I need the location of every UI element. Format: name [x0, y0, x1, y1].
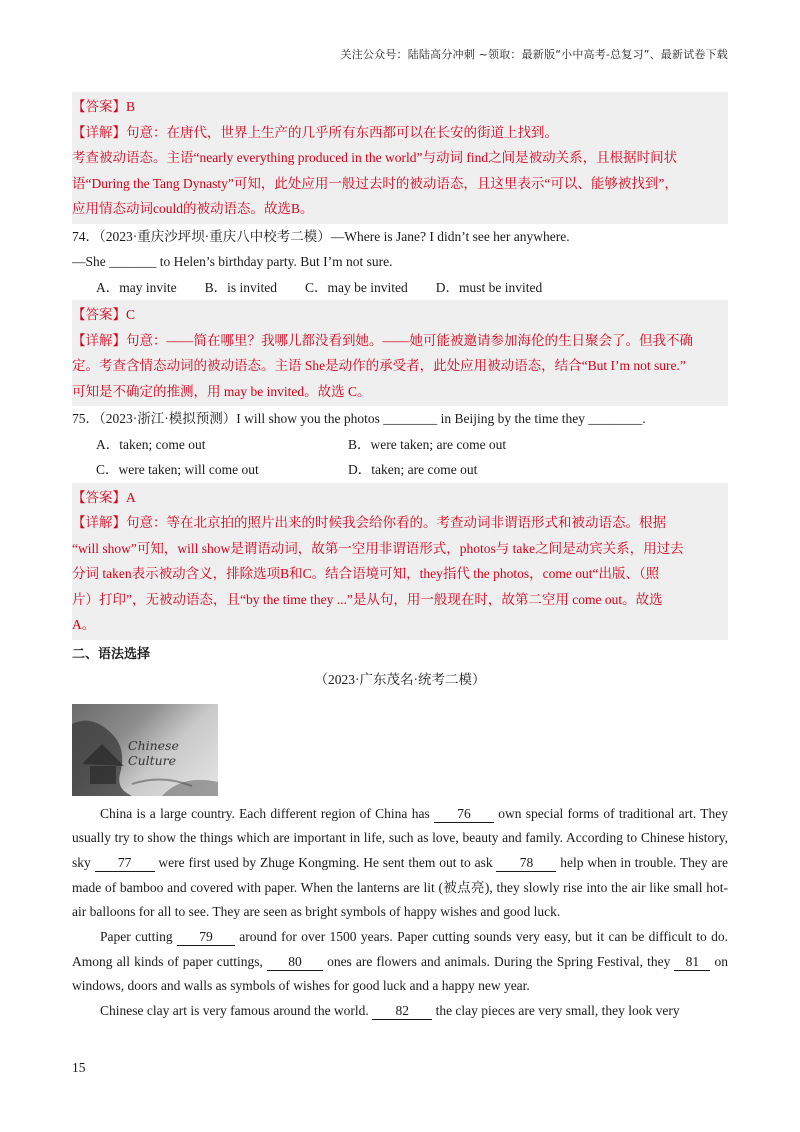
option-a: A．may invite	[96, 279, 177, 295]
passage-text: help when in trouble. They are made of bamboo and covered with paper. When the lanterns are lit (被点亮), they slowly rise into the air like small hot-air balloons for all to see. They are seen as bright symbols of happy wishes and good luck.	[72, 854, 728, 920]
options-75	[72, 432, 728, 483]
option-b: B．is invited	[204, 279, 278, 295]
detail-line: 【详解】句意：——简在哪里？我哪儿都没看到她。——她可能被邀请参加海伦的生日聚会了。但我不确	[72, 332, 693, 348]
detail-line: 可知是不确定的推测，用 may be invited。故选 C。	[72, 383, 371, 399]
detail-line: 应用情态动词could的被动语态。故选B。	[72, 201, 314, 216]
detail-line: 考查被动语态。主语“nearly everything produced in the world”与动词 find之间是被动关系，且根据时间状	[72, 150, 678, 165]
question-74	[72, 224, 728, 275]
detail-line: A。	[72, 617, 96, 632]
blank-76: 76	[434, 806, 494, 823]
detail-line: 定。考查含情态动词的被动语态。主语 She是动作的承受者，此处应用被动语态，结合“But I’m not sure.”	[72, 358, 686, 373]
passage-paragraph-1	[72, 802, 728, 926]
image-caption: Chinese Culture	[128, 737, 179, 768]
passage-text: the clay pieces are very small, they look very	[432, 1003, 680, 1019]
chinese-culture-image	[72, 704, 218, 796]
content	[72, 92, 728, 1024]
question-stem: 75．（2023·浙江·模拟预测）I will show you the photos ________ in Beijing by the time they ________.	[72, 411, 646, 426]
page-number: 15	[72, 1060, 86, 1075]
question-75	[72, 406, 728, 432]
section-title: 二、语法选择	[72, 646, 151, 662]
passage-text: on windows, doors and walls as symbols of wishes for good luck and a happy new year.	[72, 953, 728, 994]
detail-line: “will show”可知，will show是谓语动词，故第一空用非谓语形式，photos与 take之间是动宾关系，用过去	[72, 540, 684, 556]
blank-79: 79	[177, 929, 235, 946]
options-74	[72, 275, 728, 301]
option-c: C．were taken; will come out	[96, 462, 259, 477]
option-c: C．may be invited	[305, 279, 408, 295]
answer-box-74	[72, 300, 728, 406]
passage-paragraph-2	[72, 925, 728, 999]
option-a: A．taken; come out	[96, 436, 206, 452]
option-b: B．were taken; are come out	[348, 436, 507, 452]
question-stem: 74．（2023·重庆沙坪坝·重庆八中校考二模）—Where is Jane? I didn’t see her anywhere.	[72, 228, 570, 244]
answer-label: 【答案】C	[72, 307, 136, 322]
passage-text: were first used by Zhuge Kongming. He sent them out to ask	[154, 854, 497, 870]
detail-line: 分词 taken表示被动含义，排除选项B和C。结合语境可知，they指代 the photos，come out“出版、（照	[72, 566, 660, 581]
passage-text: ones are flowers and animals. During the Spring Festival, they	[323, 953, 675, 969]
detail-line: 语“During the Tang Dynasty”可知，此处应用一般过去时的被动语态，且这里表示“可以、能够被找到”，	[72, 175, 678, 191]
blank-82: 82	[372, 1003, 432, 1020]
page-header: 关注公众号：陆陆高分冲刺 ~领取：最新版“小中高考-总复习”、最新试卷下载	[340, 48, 728, 61]
answer-label: 【答案】B	[72, 99, 136, 114]
passage-text: Chinese clay art is very famous around the world.	[100, 1003, 373, 1019]
blank-77: 77	[95, 855, 155, 872]
answer-label: 【答案】A	[72, 489, 136, 505]
answer-box-73	[72, 92, 728, 224]
detail-line: 【详解】句意：等在北京拍的照片出来的时候我会给你看的。考查动词非谓语形式和被动语态。根据	[72, 515, 666, 530]
section-source: （2023·广东茂名·统考二模）	[314, 671, 486, 687]
passage-text: Paper cutting	[100, 929, 177, 945]
blank-81: 81	[674, 954, 710, 971]
passage-text: own special forms of traditional art. They usually try to show the things which are important in life, such as love, beauty and family. According to Chinese history, sky	[72, 805, 729, 870]
detail-line: 【详解】句意：在唐代，世界上生产的几乎所有东西都可以在长安的街道上找到。	[72, 124, 558, 140]
passage-text: China is a large country. Each different region of China has	[100, 805, 434, 821]
blank-78: 78	[496, 855, 556, 872]
passage-paragraph-3	[72, 999, 728, 1024]
answer-box-75	[72, 483, 728, 640]
option-d: D．taken; are come out	[348, 462, 478, 477]
passage-text: around for over 1500 years. Paper cutting sounds very easy, but it can be difficult to do. Among all kinds of paper cuttings,	[72, 929, 728, 969]
option-d: D．must be invited	[435, 279, 543, 295]
detail-line: 片）打印”，无被动语态，且“by the time they ...”是从句，用一般现在时，故第二空用 come out。故选	[72, 591, 663, 607]
blank-80: 80	[267, 954, 323, 971]
question-stem: —She _______ to Helen’s birthday party. But I’m not sure.	[72, 254, 393, 269]
